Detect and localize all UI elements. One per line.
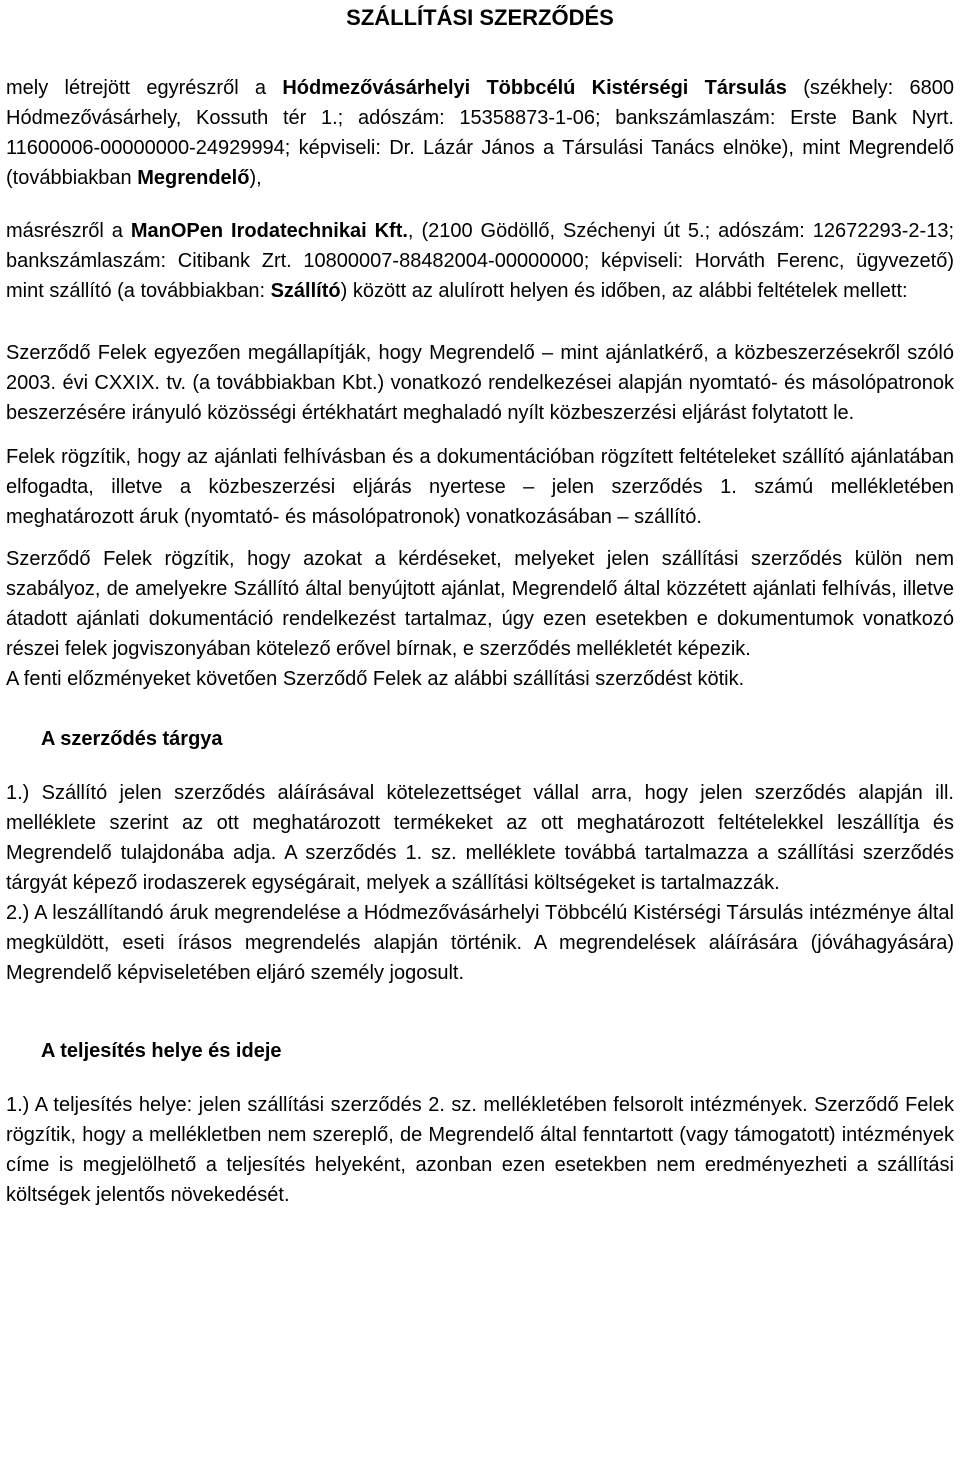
party1-name: Hódmezővásárhelyi Többcélú Kistérségi Társulás [282, 77, 787, 99]
party1-role: Megrendelő [137, 167, 250, 189]
party2-suffix: ) között az alulírott helyen és időben, az alábbi feltételek mellett: [340, 280, 908, 302]
party1-details: (székhely: 6800 Hódmezővásárhely, Kossuth tér 1.; adószám: 15358873-1-06; bankszámlaszám: Erste Bank Nyrt. 11600006-00000000-24929994; képviseli: Dr. Lázár János a Társulási Tanács elnöke), mint Megrendelő (továbbiakban [6, 77, 954, 189]
intro-paragraph-3: Szerződő Felek rögzítik, hogy azokat a kérdéseket, melyeket jelen szállítási szerződés külön nem szabályoz, de amelyekre Szállító által benyújtott ajánlat, Megrendelő által közzétett ajánlati felhívás, illetve átadott ajánlati dokumentáció rendelkezést tartalmaz, úgy ezen esetekben e dokumentumok vonatkozó részei felek jogviszonyában kötelező erővel bírnak, e szerződés mellékletét képezik. [6, 548, 954, 660]
party2-details: , (2100 Gödöllő, Széchenyi út 5.; adószám: 12672293-2-13; bankszámlaszám: Citibank Zrt. 10800007-88482004-00000000; képviseli: Horváth Ferenc, ügyvezető) mint szállító (a továbbiakban: [6, 220, 954, 302]
section-heading-performance: A teljesítés helye és ideje [41, 1040, 282, 1062]
performance-item-1: 1.) A teljesítés helye: jelen szállítási szerződés 2. sz. mellékletében felsorolt intézmények. Szerződő Felek rögzítik, hogy a mellékletben nem szereplő, de Megrendelő által fenntartott (vagy támogatott) intézmények címe is megjelölhető a teljesítés helyeként, azonban ezen esetekben nem eredményezheti a szállítási költségek jelentős növekedését. [6, 1094, 954, 1206]
intro-paragraph-1: Szerződő Felek egyezően megállapítják, hogy Megrendelő – mint ajánlatkérő, a közbeszerzésekről szóló 2003. évi CXXIX. tv. (a továbbiakban Kbt.) vonatkozó rendelkezései alapján nyomtató- és másolópatronok beszerzésére irányuló közösségi értékhatárt meghaladó nyílt közbeszerzési eljárást folytatott le. [6, 342, 954, 424]
party1-paragraph [6, 73, 954, 193]
party2-prefix: másrészről a [6, 220, 131, 242]
subject-item-2: 2.) A leszállítandó áruk megrendelése a Hódmezővásárhelyi Többcélú Kistérségi Társulás intézménye által megküldött, eseti írásos megrendelés alapján történik. A megrendelések aláírására (jóváhagyására) Megrendelő képviseletében eljáró személy jogosult. [6, 902, 954, 984]
subject-item-1: 1.) Szállító jelen szerződés aláírásával kötelezettséget vállal arra, hogy jelen szerződés alapján ill. melléklete szerint az ott meghatározott termékeket az ott meghatározott feltételekkel leszállítja és Megrendelő tulajdonába adja. A szerződés 1. sz. melléklete továbbá tartalmazza a szállítási szerződés tárgyát képező irodaszerek egységárait, melyek a szállítási költségeket is tartalmazzák. [6, 782, 954, 894]
intro-paragraph-4: A fenti előzményeket követően Szerződő Felek az alábbi szállítási szerződést kötik. [6, 668, 745, 690]
document-title: SZÁLLÍTÁSI SZERZŐDÉS [346, 5, 614, 30]
party2-paragraph [6, 216, 954, 306]
intro-paragraph-2: Felek rögzítik, hogy az ajánlati felhívásban és a dokumentációban rögzített feltételeket szállító ajánlatában elfogadta, illetve a közbeszerzési eljárás nyertese – jelen szerződés 1. számú mellékletében meghatározott áruk (nyomtató- és másolópatronok) vonatkozásában – szállító. [6, 446, 954, 528]
party1-suffix: ), [249, 167, 262, 189]
party2-name: ManOPen Irodatechnikai Kft. [130, 220, 408, 242]
section-heading-subject: A szerződés tárgya [41, 728, 223, 750]
party1-prefix: mely létrejött egyrészről a [6, 77, 283, 99]
party2-role: Szállító [270, 280, 341, 302]
